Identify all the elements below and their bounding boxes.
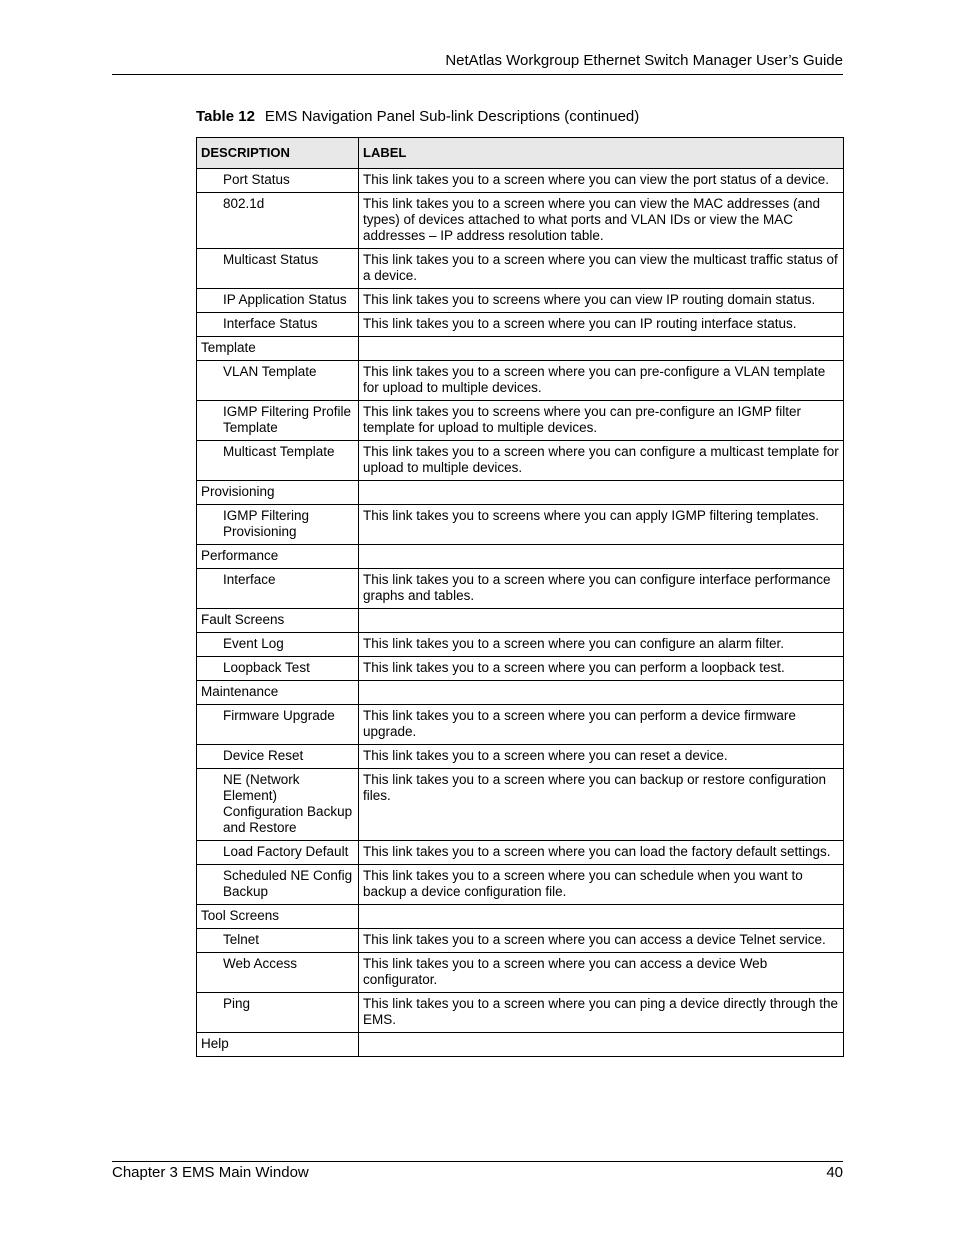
table-row <box>197 441 844 481</box>
sublink-name-cell: Interface <box>197 569 359 609</box>
table-row <box>197 401 844 441</box>
sublink-description-cell: This link takes you to a screen where you can access a device Web configurator. <box>359 953 844 993</box>
table-row <box>197 769 844 841</box>
table-header-row <box>197 138 844 169</box>
column-header-label: LABEL <box>359 138 844 169</box>
sublink-description-cell: This link takes you to a screen where you can perform a loopback test. <box>359 657 844 681</box>
sublink-description-cell: This link takes you to a screen where you can configure interface performance graphs and tables. <box>359 569 844 609</box>
section-name-cell: Tool Screens <box>197 905 359 929</box>
table-caption-label: Table 12 <box>196 108 255 125</box>
section-name-cell: Performance <box>197 545 359 569</box>
sublink-description-cell <box>359 1033 844 1057</box>
section-name-cell: Provisioning <box>197 481 359 505</box>
sublink-description-cell: This link takes you to a screen where you can ping a device directly through the EMS. <box>359 993 844 1033</box>
table-row <box>197 681 844 705</box>
header-title: NetAtlas Workgroup Ethernet Switch Manager User’s Guide <box>445 52 843 69</box>
sublink-descriptions-table <box>196 137 844 1057</box>
section-name-cell: Help <box>197 1033 359 1057</box>
sublink-name-cell: IGMP Filtering Profile Template <box>197 401 359 441</box>
sublink-name-cell: Scheduled NE Config Backup <box>197 865 359 905</box>
sublink-name-cell: 802.1d <box>197 193 359 249</box>
table-row <box>197 169 844 193</box>
sublink-description-cell <box>359 905 844 929</box>
table-row <box>197 953 844 993</box>
footer-page-number: 40 <box>826 1164 843 1181</box>
table-row <box>197 633 844 657</box>
table-row <box>197 905 844 929</box>
sublink-description-cell <box>359 481 844 505</box>
sublink-name-cell: Telnet <box>197 929 359 953</box>
sublink-description-cell: This link takes you to screens where you can apply IGMP filtering templates. <box>359 505 844 545</box>
sublink-description-cell: This link takes you to a screen where you can perform a device firmware upgrade. <box>359 705 844 745</box>
sublink-description-cell <box>359 609 844 633</box>
sublink-description-cell <box>359 681 844 705</box>
section-name-cell: Maintenance <box>197 681 359 705</box>
table-row <box>197 505 844 545</box>
sublink-name-cell: VLAN Template <box>197 361 359 401</box>
sublink-name-cell: Ping <box>197 993 359 1033</box>
table-row <box>197 745 844 769</box>
sublink-name-cell: Event Log <box>197 633 359 657</box>
sublink-description-cell: This link takes you to a screen where you can view the MAC addresses (and types) of devices attached to what ports and VLAN IDs or view the MAC addresses – IP address resolution table. <box>359 193 844 249</box>
table-caption <box>196 108 639 125</box>
sublink-description-cell: This link takes you to a screen where you can access a device Telnet service. <box>359 929 844 953</box>
section-name-cell: Template <box>197 337 359 361</box>
sublink-description-cell <box>359 545 844 569</box>
table-row <box>197 841 844 865</box>
page-header <box>112 50 843 75</box>
table-row <box>197 865 844 905</box>
sublink-name-cell: Device Reset <box>197 745 359 769</box>
table-row <box>197 545 844 569</box>
table-row <box>197 993 844 1033</box>
section-name-cell: Fault Screens <box>197 609 359 633</box>
table-row <box>197 609 844 633</box>
sublink-name-cell: Multicast Template <box>197 441 359 481</box>
sublink-description-cell: This link takes you to a screen where you can configure an alarm filter. <box>359 633 844 657</box>
table-row <box>197 1033 844 1057</box>
table-row <box>197 313 844 337</box>
sublink-description-cell: This link takes you to a screen where you can view the multicast traffic status of a device. <box>359 249 844 289</box>
sublink-description-cell: This link takes you to a screen where you can reset a device. <box>359 745 844 769</box>
sublink-description-cell: This link takes you to a screen where you can load the factory default settings. <box>359 841 844 865</box>
table-row <box>197 705 844 745</box>
table-row <box>197 657 844 681</box>
column-header-description: DESCRIPTION <box>197 138 359 169</box>
sublink-description-cell: This link takes you to screens where you can pre-configure an IGMP filter template for upload to multiple devices. <box>359 401 844 441</box>
sublink-description-cell <box>359 337 844 361</box>
sublink-name-cell: Load Factory Default <box>197 841 359 865</box>
sublink-name-cell: Loopback Test <box>197 657 359 681</box>
table-body <box>197 169 844 1057</box>
sublink-name-cell: IP Application Status <box>197 289 359 313</box>
sublink-name-cell: Multicast Status <box>197 249 359 289</box>
sublink-description-cell: This link takes you to a screen where you can view the port status of a device. <box>359 169 844 193</box>
table-row <box>197 193 844 249</box>
sublink-name-cell: Firmware Upgrade <box>197 705 359 745</box>
table-row <box>197 569 844 609</box>
sublink-name-cell: Web Access <box>197 953 359 993</box>
table-caption-text: EMS Navigation Panel Sub-link Descriptions (continued) <box>264 108 640 125</box>
sublink-description-cell: This link takes you to a screen where you can configure a multicast template for upload to multiple devices. <box>359 441 844 481</box>
page-footer <box>112 1161 843 1181</box>
sublink-name-cell: IGMP Filtering Provisioning <box>197 505 359 545</box>
table-row <box>197 289 844 313</box>
footer-chapter: Chapter 3 EMS Main Window <box>112 1164 309 1181</box>
table-row <box>197 337 844 361</box>
sublink-name-cell: Interface Status <box>197 313 359 337</box>
table-row <box>197 249 844 289</box>
sublink-description-cell: This link takes you to a screen where you can IP routing interface status. <box>359 313 844 337</box>
sublink-name-cell: NE (Network Element) Configuration Backup and Restore <box>197 769 359 841</box>
table-row <box>197 929 844 953</box>
sublink-description-cell: This link takes you to a screen where you can schedule when you want to backup a device configuration file. <box>359 865 844 905</box>
sublink-description-cell: This link takes you to a screen where you can backup or restore configuration files. <box>359 769 844 841</box>
sublink-description-cell: This link takes you to a screen where you can pre-configure a VLAN template for upload to multiple devices. <box>359 361 844 401</box>
sublink-name-cell: Port Status <box>197 169 359 193</box>
sublink-description-cell: This link takes you to screens where you can view IP routing domain status. <box>359 289 844 313</box>
table-row <box>197 481 844 505</box>
table-row <box>197 361 844 401</box>
